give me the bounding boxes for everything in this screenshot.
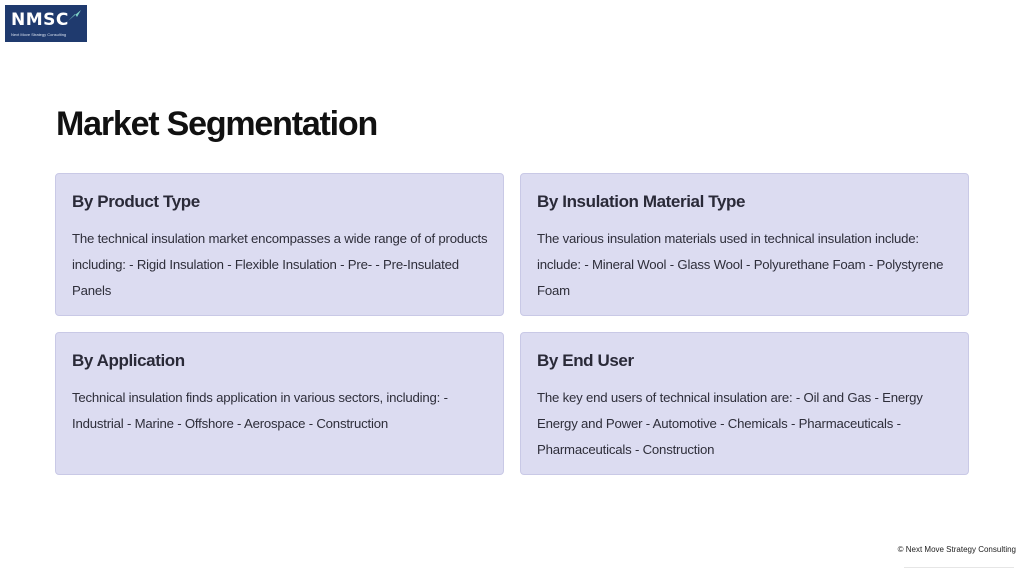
card-heading: By Application [72,351,185,370]
company-logo [5,5,87,42]
arrow-up-right-icon [67,8,83,22]
logo-subtext: Next Move Strategy Consulting [11,32,67,37]
card-heading: By End User [537,351,634,370]
card-body: The key end users of technical insulation are: - Oil and Gas - Energy Energy and Power - Automotive - Chemicals - Pharmaceuticals - Pharmaceuticals - Construction [537,390,923,457]
card-body: Technical insulation finds application in various sectors, including: - Industrial - Marine - Offshore - Aerospace - Construction [72,390,448,431]
card-body: The technical insulation market encompasses a wide range of of products including: - Rigid Insulation - Flexible Insulation - Pre- - Pre-Insulated Panels [72,231,488,298]
card-body: The various insulation materials used in technical insulation include: include: - Mineral Wool - Glass Wool - Polyurethane Foam - Polystyrene Foam [537,231,944,298]
copyright-footer: © Next Move Strategy Consulting [897,545,1016,554]
segment-card-material-type [520,173,969,316]
logo-text: NMSC [11,10,69,30]
segment-card-product-type [55,173,504,316]
card-heading: By Product Type [72,192,200,211]
segment-card-application [55,332,504,475]
footer-divider [904,567,1014,568]
page-title: Market Segmentation [56,105,378,143]
card-heading: By Insulation Material Type [537,192,746,211]
segment-card-end-user [520,332,969,475]
